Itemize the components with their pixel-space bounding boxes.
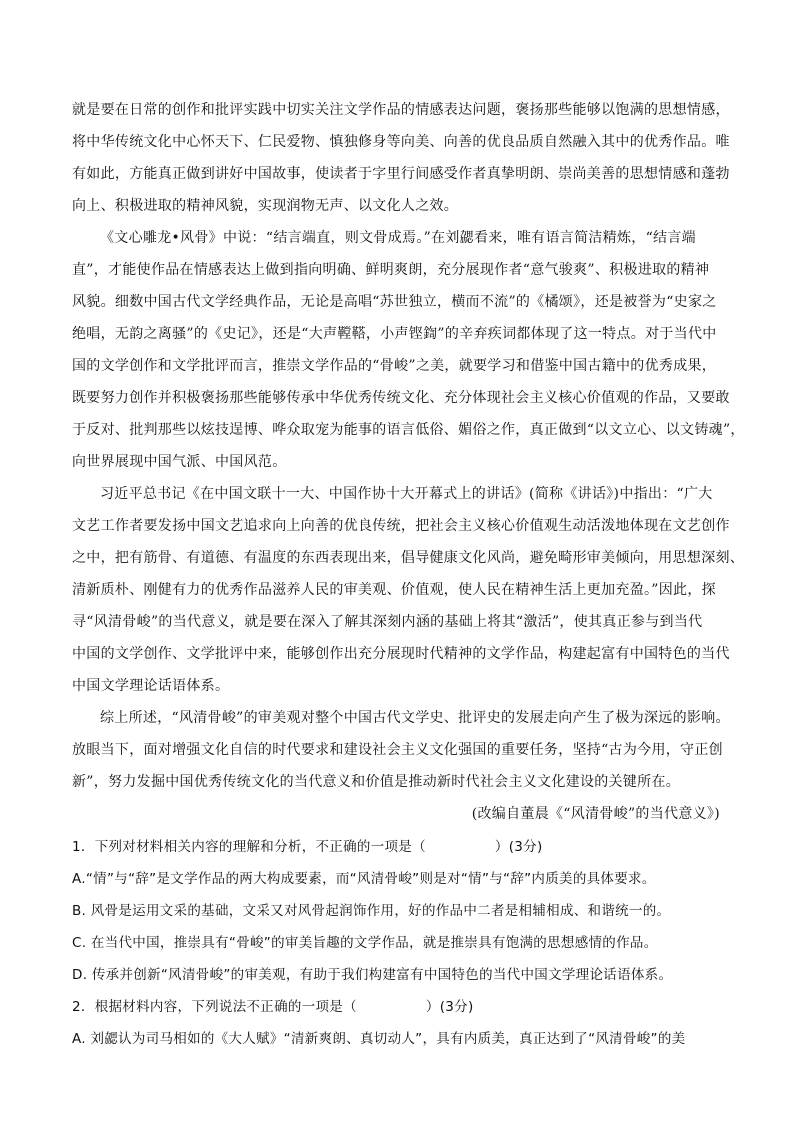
passage-p3-line-3: 之中，把有筋骨、有道德、有温度的东西表现出来，倡导健康文化风尚，避免畸形审美倾向，用思想深刻、 (72, 550, 745, 566)
passage-p2-line-3: 风貌。细数中国古代文学经典作品，无论是高唱“苏世独立，横而不流”的《橘颂》，还是被誉为“史家之 (72, 294, 717, 310)
passage-p4-line-2: 放眼当下，面对增强文化自信的时代要求和建设社会主义文化强国的重要任务，坚持“古为今用，守正创 (72, 742, 723, 758)
question-1-option-a: A.“情”与“辞”是文学作品的两大构成要素，而“风清骨峻”则是对“情”与“辞”内质美的具体要求。 (72, 871, 656, 887)
passage-p1-line-4: 向上、积极进取的精神风貌，实现润物无声、以文化人之效。 (72, 198, 459, 214)
passage-p2-line-7: 于反对、批判那些以炫技逞博、哗众取宠为能事的语言低俗、媚俗之作，真正做到“以文立心、以文铸魂”， (72, 422, 745, 438)
passage-p1-line-2: 将中华传统文化中心怀天下、仁民爱物、慎独修身等向美、向善的优良品质自然融入其中的优秀作品。唯 (72, 134, 730, 150)
passage-p4-line-1: 综上所述，“风清骨峻”的审美观对整个中国古代文学史、批评史的发展走向产生了极为深远的影响。 (100, 710, 730, 726)
passage-p2-line-8: 向世界展现中国气派、中国风范。 (72, 454, 287, 470)
question-2-option-a: A. 刘勰认为司马相如的《大人赋》“清新爽朗、真切动人”，具有内质美，真正达到了“风清骨峻”的美 (72, 1031, 686, 1047)
question-1-option-d: D. 传承并创新“风清骨峻”的审美观，有助于我们构建富有中国特色的当代中国文学理论话语体系。 (72, 967, 673, 983)
passage-p3-line-7: 中国文学理论话语体系。 (72, 678, 230, 694)
passage-p3-line-5: 寻“风清骨峻”的当代意义，就是要在深入了解其深刻内涵的基础上将其“激活”，使其真正参与到当代 (72, 614, 703, 630)
passage-p4-line-3: 新”，努力发掘中国优秀传统文化的当代意义和价值是推动新时代社会主义文化建设的关键所在。 (72, 774, 681, 790)
passage-p2-line-5: 国的文学创作和文学批评而言，推崇文学作品的“骨峻”之美，就要学习和借鉴中国古籍中的优秀成果， (72, 358, 717, 374)
question-1-stem: 1．下列对材料相关内容的理解和分析，不正确的一项是（ ）(3分) (72, 839, 543, 855)
passage-p1-line-1: 就是要在日常的创作和批评实践中切实关注文学作品的情感表达问题，褒扬那些能够以饱满的思想情感， (72, 102, 730, 118)
passage-p3-line-6: 中国的文学创作、文学批评中来，能够创作出充分展现时代精神的文学作品，构建起富有中国特色的当代 (72, 646, 730, 662)
passage-p2-line-2: 直”，才能使作品在情感表达上做到指向明确、鲜明爽朗，充分展现作者“意气骏爽”、积极进取的精神 (72, 262, 710, 278)
passage-p1-line-3: 有如此，方能真正做到讲好中国故事，使读者于字里行间感受作者真挚明朗、崇尚美善的思想情感和蓬勃 (72, 166, 730, 182)
source-attribution: (改编自董晨《“风清骨峻”的当代意义》) (471, 806, 720, 822)
passage-p2-line-4: 绝唱，无韵之离骚”的《史记》，还是“大声鞺鞳，小声铿鍧”的辛弃疾词都体现了这一特点。对于当代中 (72, 326, 717, 342)
passage-p2-line-6: 既要努力创作并积极褒扬那些能够传承中华优秀传统文化、充分体现社会主义核心价值观的作品，又要敢 (72, 390, 730, 406)
question-1-option-c: C. 在当代中国，推崇具有“骨峻”的审美旨趣的文学作品，就是推崇具有饱满的思想感情的作品。 (72, 935, 658, 951)
passage-p2-line-1: 《文心雕龙•风骨》中说：“结言端直，则文骨成焉。”在刘勰看来，唯有语言简洁精炼，“结言端 (100, 230, 696, 246)
question-1-option-b: B. 风骨是运用文采的基础，文采又对风骨起润饰作用，好的作品中二者是相辅相成、和谐统一的。 (72, 903, 671, 919)
passage-p3-line-1: 习近平总书记《在中国文联十一大、中国作协十大开幕式上的讲话》(简称《讲话》)中指出：“广大 (100, 486, 713, 502)
passage-p3-line-4: 清新质朴、刚健有力的优秀作品滋养人民的审美观、价值观，使人民在精神生活上更加充盈。”因此，探 (72, 582, 716, 598)
passage-p3-line-2: 文艺工作者要发扬中国文艺追求向上向善的优良传统，把社会主义核心价值观生动活泼地体现在文艺创作 (72, 518, 730, 534)
question-2-stem: 2．根据材料内容，下列说法不正确的一项是（ ）(3分) (72, 999, 474, 1015)
